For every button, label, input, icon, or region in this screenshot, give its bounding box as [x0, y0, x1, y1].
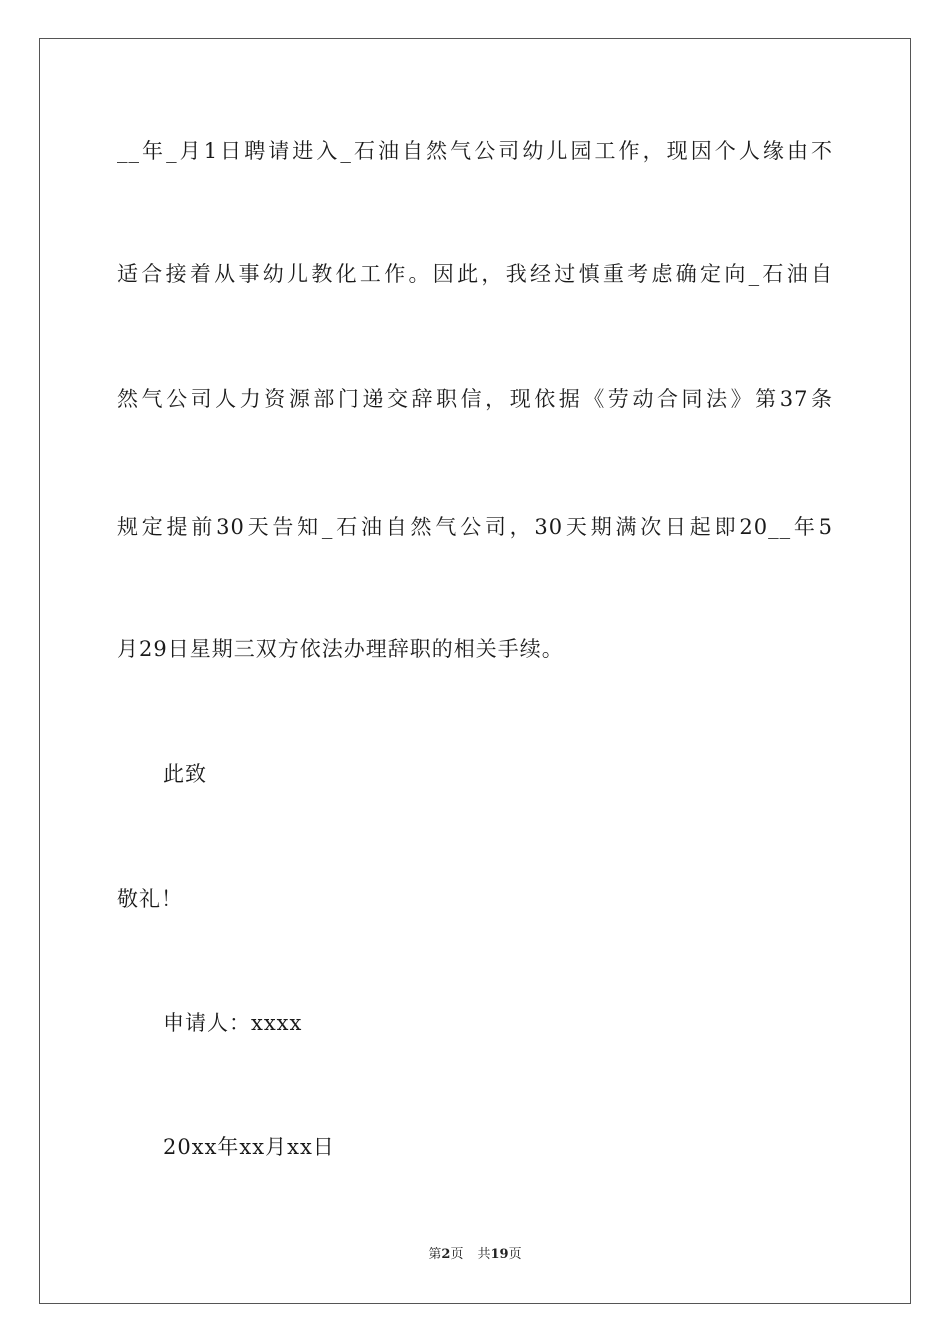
body-line-1: __年_月1日聘请进入_石油自然气公司幼儿园工作，现因个人缘由不 [117, 139, 833, 163]
page-number: 2 [441, 1247, 451, 1262]
body-line-2: 适合接着从事幼儿教化工作。因此，我经过慎重考虑确定向_石油自 [117, 262, 833, 286]
total-suffix: 页 [508, 1247, 522, 1262]
total-pages: 19 [490, 1247, 509, 1262]
body-line-3: 然气公司人力资源部门递交辞职信，现依据《劳动合同法》第37条 [117, 387, 833, 411]
body-line-4: 规定提前30天告知_石油自然气公司，30天期满次日起即20__年5 [117, 515, 833, 539]
letter-date: 20xx年xx月xx日 [163, 1135, 335, 1159]
total-prefix: 共 [477, 1247, 491, 1262]
regards: 敬礼！ [117, 887, 183, 911]
applicant-signature: 申请人：xxxx [163, 1011, 303, 1035]
page-prefix: 第 [428, 1247, 442, 1262]
salutation: 此致 [163, 762, 207, 786]
page-suffix: 页 [450, 1247, 464, 1262]
page-footer [0, 1246, 950, 1264]
body-line-5: 月29日星期三双方依法办理辞职的相关手续。 [117, 637, 564, 661]
page-border [39, 38, 911, 1304]
